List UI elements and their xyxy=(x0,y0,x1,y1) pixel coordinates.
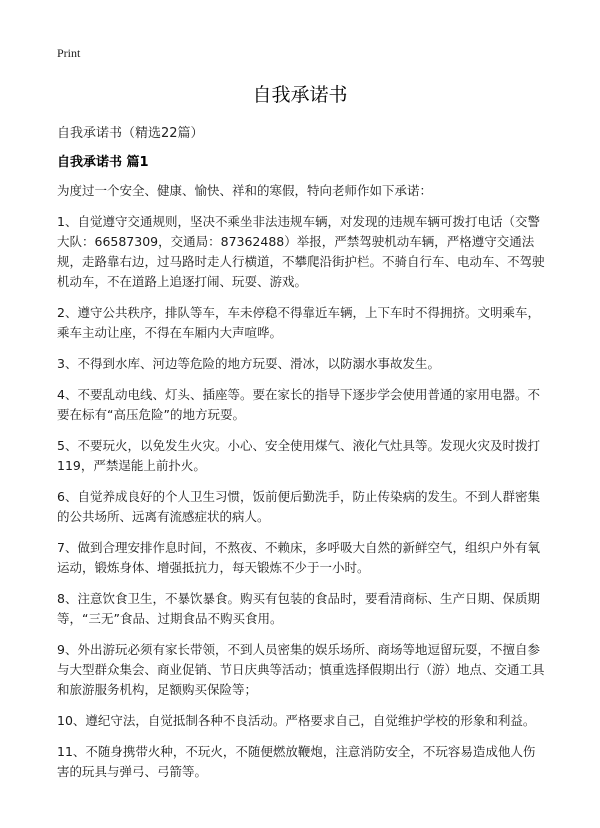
pledge-item-8: 8、注意饮食卫生，不暴饮暴食。购买有包装的食品时，要看清商标、生产日期、保质期等，“三无”食品、过期食品不购买食用。 xyxy=(57,591,540,626)
pledge-item-11: 11、不随身携带火种，不玩火，不随便燃放鞭炮，注意消防安全，不玩容易造成他人伤害的玩具与弹弓、弓箭等。 xyxy=(57,744,536,779)
pledge-item-5: 5、不要玩火，以免发生火灾。小心、安全使用煤气、液化气灶具等。发现火灾及时拨打119，严禁逞能上前扑火。 xyxy=(57,438,540,473)
document-subtitle: 自我承诺书（精选22篇） xyxy=(57,126,204,141)
pledge-item-1: 1、自觉遵守交通规则，坚决不乘坐非法违规车辆，对发现的违规车辆可拨打电话（交警大队：66587309，交通局：87362488）举报，严禁驾驶机动车辆，严格遵守交通法规，走路靠右边，过马路时走人行横道，不攀爬沿街护栏。不骑自行车、电动车、不驾驶机动车，不在道路上追逐打闹、玩耍、游戏。 xyxy=(57,214,545,289)
pledge-item-9: 9、外出游玩必须有家长带领，不到人员密集的娱乐场所、商场等地逗留玩耍，不擅自参与大型群众集会、商业促销、节日庆典等活动；慎重选择假期出行（游）地点、交通工具和旅游服务机构，足额购买保险等； xyxy=(57,642,545,697)
print-link[interactable]: Print xyxy=(57,46,81,60)
pledge-item-6: 6、自觉养成良好的个人卫生习惯，饭前便后勤洗手，防止传染病的发生。不到人群密集的公共场所、远离有流感症状的病人。 xyxy=(57,489,540,524)
pledge-item-3: 3、不得到水库、河边等危险的地方玩耍、滑冰，以防溺水事故发生。 xyxy=(57,356,440,371)
document-body xyxy=(57,181,545,793)
section-heading: 自我承诺书 篇1 xyxy=(57,155,149,170)
pledge-item-10: 10、遵纪守法，自觉抵制各种不良活动。严格要求自己，自觉维护学校的形象和利益。 xyxy=(57,713,536,728)
document-title: 自我承诺书 xyxy=(252,84,348,106)
intro-paragraph: 为度过一个安全、健康、愉快、祥和的寒假，特向老师作如下承诺： xyxy=(57,183,433,198)
pledge-item-7: 7、做到合理安排作息时间，不熬夜、不赖床，多呼吸大自然的新鲜空气，组织户外有氧运动，锻炼身体、增强抵抗力，每天锻炼不少于一小时。 xyxy=(57,540,540,575)
pledge-item-2: 2、遵守公共秩序，排队等车，车未停稳不得靠近车辆，上下车时不得拥挤。文明乘车，乘车主动让座，不得在车厢内大声喧哗。 xyxy=(57,305,540,340)
pledge-item-4: 4、不要乱动电线、灯头、插座等。要在家长的指导下逐步学会使用普通的家用电器。不要在标有“高压危险”的地方玩耍。 xyxy=(57,387,540,422)
